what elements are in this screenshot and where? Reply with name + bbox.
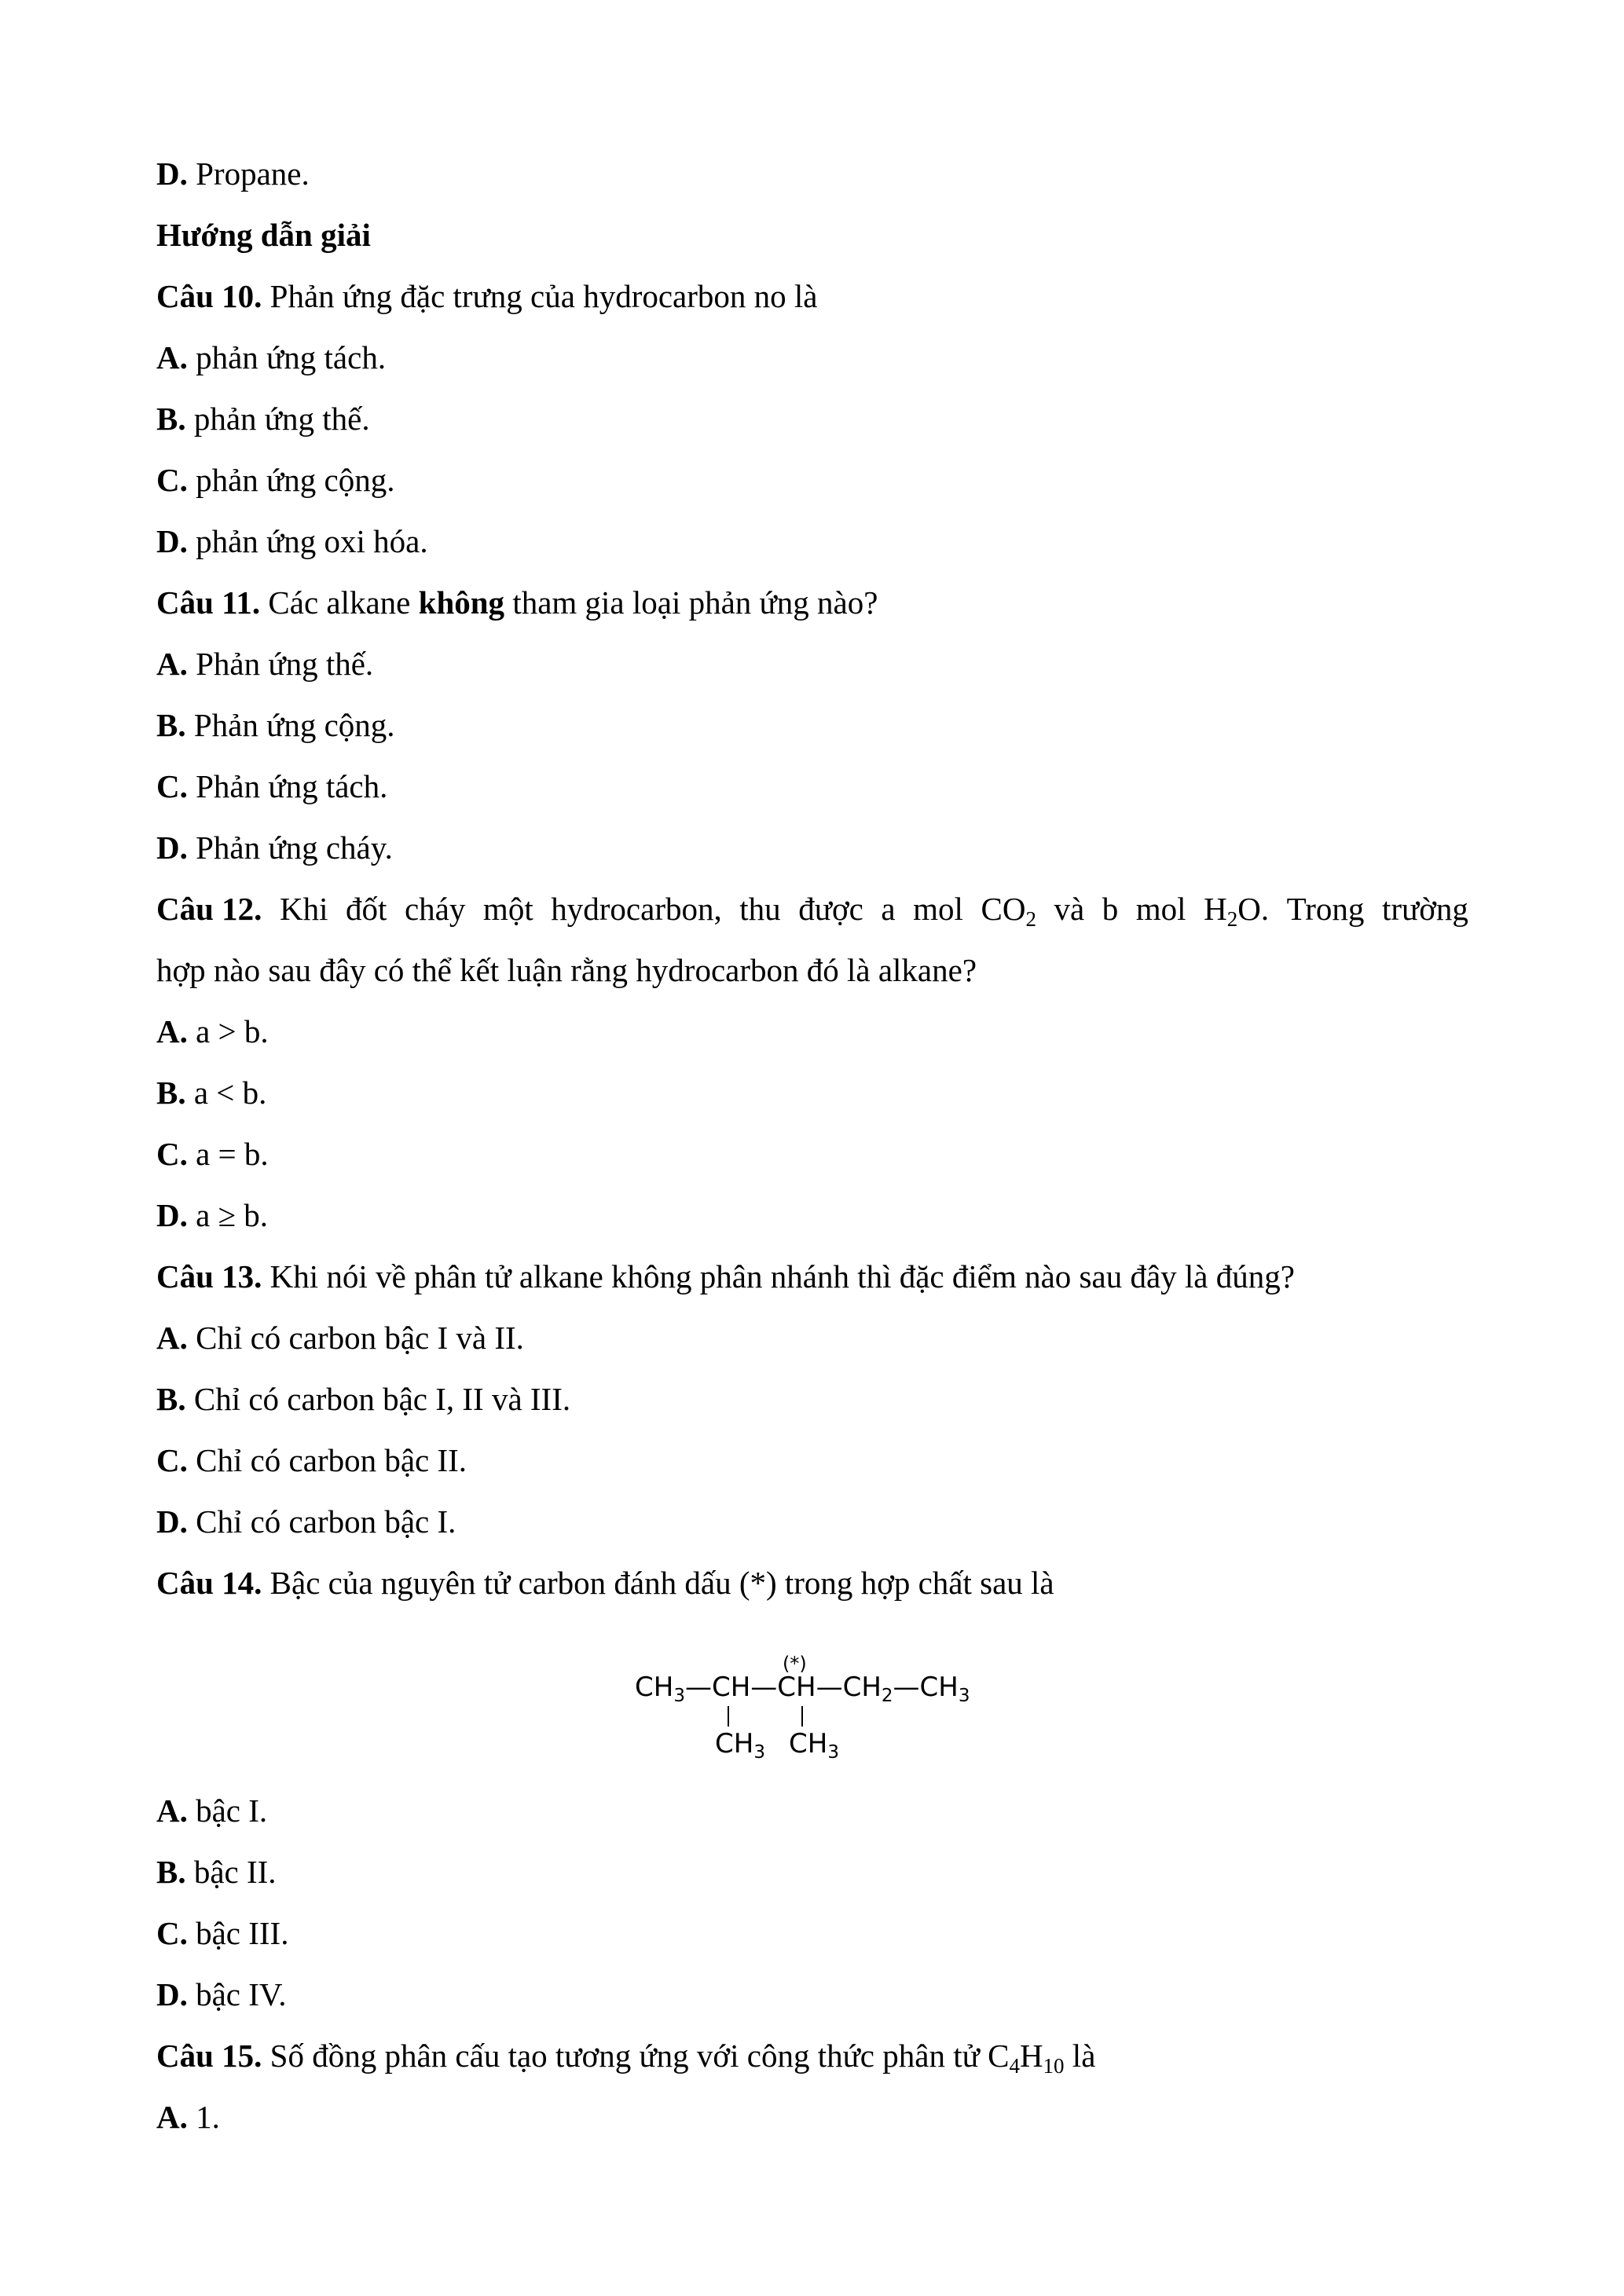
q12-option-d [156, 1196, 268, 1235]
word: a [881, 891, 896, 927]
option-label: D. [156, 829, 188, 866]
formula-main: CO [981, 891, 1026, 927]
option-label: B. [156, 707, 186, 743]
guide-heading-text: Hướng dẫn giải [156, 217, 371, 253]
q11-option-a [156, 644, 373, 683]
option-text: Phản ứng cộng. [193, 707, 395, 743]
co2-formula [981, 889, 1036, 931]
bond: — [750, 1672, 778, 1703]
q13-option-c [156, 1441, 467, 1480]
option-label: A. [156, 1792, 188, 1829]
question-12-line-1 [156, 889, 1468, 931]
question-14 [156, 1563, 1054, 1602]
q14-option-a [156, 1791, 267, 1830]
word: Trong [1286, 891, 1365, 927]
option-text: Propane. [196, 156, 310, 192]
bond: — [893, 1672, 920, 1703]
structural-formula [635, 1643, 996, 1769]
option-label: B. [156, 1381, 186, 1417]
option-label: B. [156, 1075, 186, 1111]
group-ch3: $CH_3$ [919, 1672, 970, 1706]
star-marker: (*) [783, 1653, 807, 1675]
option-text: a > b. [196, 1013, 269, 1049]
option-text: a ≥ b. [196, 1197, 269, 1233]
question-11 [156, 583, 878, 622]
option-label: D. [156, 156, 188, 192]
option-label: A. [156, 646, 188, 682]
option-text: a = b. [196, 1136, 269, 1172]
option-label: A. [156, 1013, 188, 1049]
question-label: Câu 14. [156, 1565, 262, 1601]
word: một [482, 891, 533, 927]
option-label: C. [156, 1915, 188, 1951]
group-ch: CH [711, 1672, 751, 1703]
question-text-after: là [1072, 2038, 1096, 2074]
formula-subscript: 2 [1226, 907, 1238, 931]
prev-option-d [156, 154, 310, 193]
word: được [798, 891, 863, 927]
q13-option-a [156, 1318, 524, 1357]
q12-option-b [156, 1073, 266, 1112]
option-text: 1. [196, 2099, 220, 2135]
option-text: Chỉ có carbon bậc I. [196, 1503, 456, 1540]
q12-option-a [156, 1012, 269, 1051]
question-10 [156, 276, 818, 316]
option-label: C. [156, 1136, 188, 1172]
question-label: Câu 12. [156, 891, 262, 927]
q10-option-a [156, 338, 386, 377]
group-ch2: $CH_2$ [842, 1672, 893, 1706]
branch-bond [728, 1706, 729, 1727]
formula-main: H [1204, 891, 1227, 927]
option-text: phản ứng cộng. [196, 462, 395, 498]
formula-main: O. [1237, 891, 1270, 927]
question-label: Câu 15. [156, 2038, 262, 2074]
molecular-formula: $C_4H_{10}$ [988, 2038, 1065, 2078]
question-text: Khi nói về phân tử alkane không phân nhánh thì đặc điểm nào sau đây là đúng? [269, 1258, 1295, 1294]
option-text: phản ứng thế. [193, 401, 370, 437]
option-label: B. [156, 401, 186, 437]
q14-option-c [156, 1913, 288, 1953]
question-label: Câu 11. [156, 584, 261, 621]
option-text: Phản ứng cháy. [196, 829, 393, 866]
formula-subscript: 2 [1025, 907, 1036, 931]
option-label: C. [156, 1442, 188, 1478]
bond: — [816, 1672, 843, 1703]
group-ch3: $CH_3$ [635, 1672, 685, 1706]
option-text: bậc I. [196, 1792, 268, 1829]
q11-option-d [156, 828, 393, 867]
group-ch-starred: CH [777, 1672, 816, 1703]
h2o-formula [1204, 889, 1270, 931]
q14-option-d [156, 1975, 286, 2014]
q10-option-d [156, 522, 428, 561]
option-text: Phản ứng thế. [196, 646, 374, 682]
word: Khi [279, 891, 328, 927]
option-label: D. [156, 1197, 188, 1233]
option-label: D. [156, 1976, 188, 2012]
word: b [1102, 891, 1119, 927]
option-label: C. [156, 462, 188, 498]
q13-option-d [156, 1502, 456, 1541]
branch-bond [801, 1706, 803, 1727]
word: mol [1135, 891, 1186, 927]
question-label: Câu 10. [156, 278, 262, 314]
option-label: D. [156, 1503, 188, 1540]
word: mol [913, 891, 963, 927]
question-label: Câu 13. [156, 1258, 262, 1294]
q11-option-c [156, 767, 387, 806]
word: hydrocarbon, [551, 891, 722, 927]
q12-option-c [156, 1134, 269, 1174]
question-12-line-2 [156, 950, 977, 990]
question-text-bold: không [418, 584, 505, 621]
question-text-after: tham gia loại phản ứng nào? [512, 584, 878, 621]
bond: — [684, 1672, 712, 1703]
word: và [1054, 891, 1085, 927]
question-text-before: Số đồng phân cấu tạo tương ứng với công thức phân tử [269, 2038, 980, 2074]
word: cháy [404, 891, 466, 927]
q13-option-b [156, 1379, 570, 1419]
option-text: Chỉ có carbon bậc I, II và III. [193, 1381, 571, 1417]
option-label: D. [156, 523, 188, 559]
question-15 [156, 2036, 1096, 2078]
option-label: A. [156, 1320, 188, 1356]
option-text: bậc III. [196, 1915, 289, 1951]
option-text: bậc IV. [196, 1976, 287, 2012]
option-text: bậc II. [193, 1854, 277, 1890]
q14-option-b [156, 1852, 277, 1891]
branch-ch3: $CH_3$ [715, 1728, 765, 1763]
q15-option-a [156, 2097, 220, 2137]
q10-option-c [156, 460, 394, 500]
option-label: C. [156, 768, 188, 804]
option-text: a < b. [193, 1075, 267, 1111]
guide-heading [156, 215, 371, 255]
branch-ch3: $CH_3$ [789, 1728, 839, 1763]
word: thu [739, 891, 781, 927]
option-text: phản ứng oxi hóa. [196, 523, 428, 559]
option-label: B. [156, 1854, 186, 1890]
q10-option-b [156, 399, 370, 438]
question-text: Phản ứng đặc trưng của hydrocarbon no là [269, 278, 818, 314]
option-text: Chỉ có carbon bậc II. [196, 1442, 467, 1478]
option-text: Phản ứng tách. [196, 768, 388, 804]
word: đốt [346, 891, 387, 927]
question-text: hợp nào sau đây có thể kết luận rằng hydrocarbon đó là alkane? [156, 952, 977, 988]
q11-option-b [156, 705, 395, 745]
question-text-before: Các alkane [268, 584, 411, 621]
option-text: phản ứng tách. [196, 339, 387, 375]
question-text: Bậc của nguyên tử carbon đánh dấu (*) trong hợp chất sau là [269, 1565, 1054, 1601]
main-chain [635, 1672, 970, 1706]
option-label: A. [156, 2099, 188, 2135]
question-13 [156, 1257, 1295, 1296]
option-label: A. [156, 339, 188, 375]
word: trường [1381, 891, 1468, 927]
option-text: Chỉ có carbon bậc I và II. [196, 1320, 524, 1356]
